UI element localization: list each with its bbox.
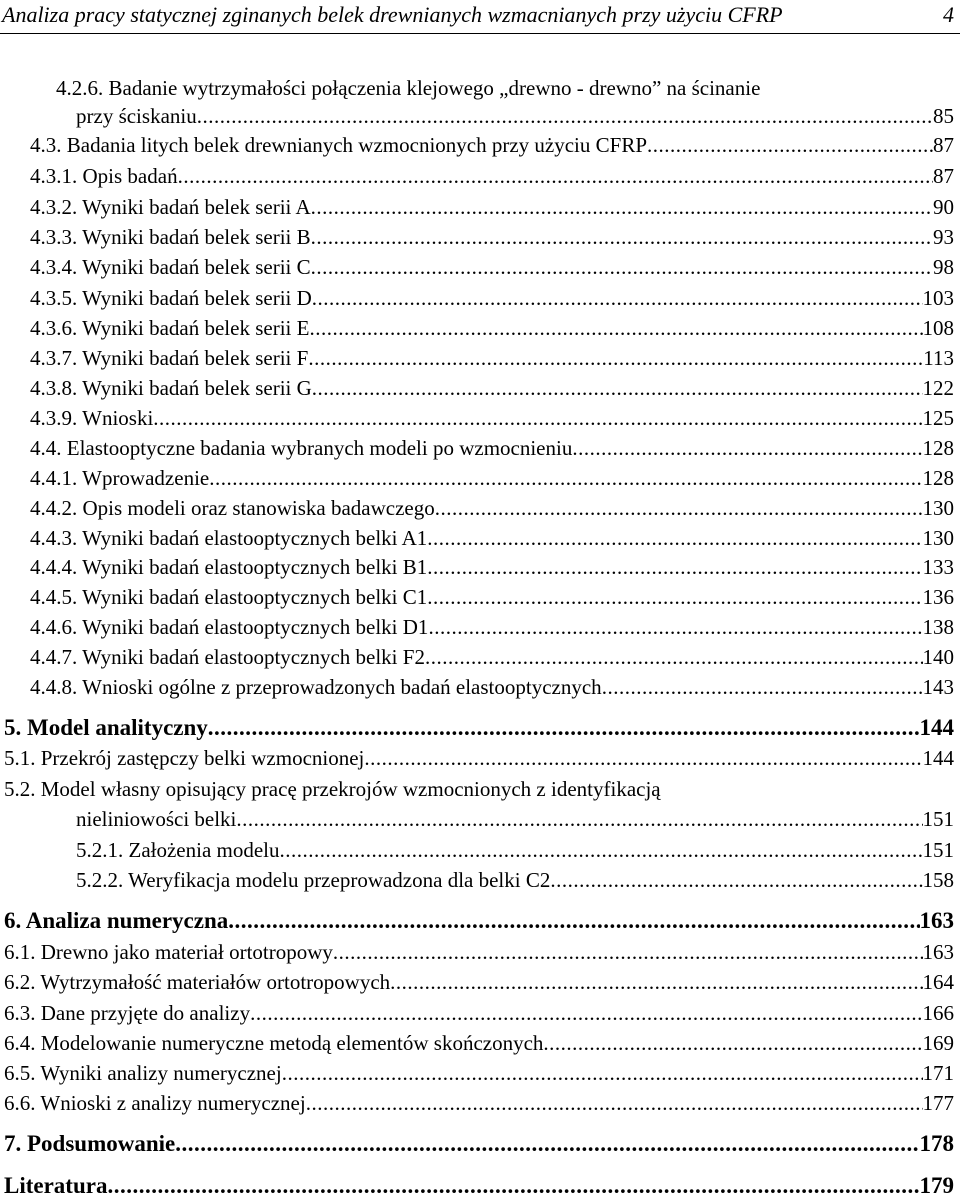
leader-dots [209,464,922,492]
toc-entry-label: nieliniowości belki [76,807,237,831]
toc-entry-label: 4.4.7. Wyniki badań elastooptycznych belki F2 [30,645,425,669]
toc-entry-page: 90 [933,195,954,219]
toc-entry-label: 5.2.1. Założenia modelu [76,838,280,862]
leader-dots [197,102,933,130]
toc-entry-label: przy ściskaniu [76,104,197,128]
toc-entry [4,1089,954,1117]
leader-dots [572,434,922,462]
toc-chapter-entry [4,1130,954,1158]
leader-dots [647,131,933,159]
toc-entry-label: 4.4.1. Wprowadzenie [30,466,210,490]
toc-entry-page: 143 [922,675,954,699]
toc-entry-label: 4.4.5. Wyniki badań elastooptycznych belki C1 [30,585,428,609]
toc-entry-page: 158 [922,868,954,892]
leader-dots [312,284,923,312]
toc-entry-page: 179 [919,1173,954,1198]
toc-entry [30,374,954,402]
toc-entry-page: 125 [922,406,954,430]
leader-dots [425,643,923,671]
toc-entry-page: 144 [922,746,954,770]
toc-chapter-entry [4,907,954,935]
toc-entry-label: 4.4.8. Wnioski ogólne z przeprowadzonych badań elastooptycznych [30,675,602,699]
toc-entry [4,1029,954,1057]
toc-entry-label: 4.4.4. Wyniki badań elastooptycznych belki B1 [30,555,428,579]
leader-dots [280,836,923,864]
leader-dots [364,744,922,772]
toc-entry-label: 6.1. Drewno jako materiał ortotropowy [4,940,333,964]
leader-dots [308,344,923,372]
leader-dots [107,1172,919,1200]
toc-entry-page: 87 [933,164,954,188]
toc-entry-label: 6. Analiza numeryczna [4,908,229,933]
toc-entry [30,404,954,432]
leader-dots [250,999,922,1027]
leader-dots [309,314,922,342]
toc-entry-page: 163 [919,908,954,933]
toc-entry [30,553,954,581]
toc-entry-page: 169 [922,1031,954,1055]
leader-dots [282,1059,923,1087]
toc-entry-page: 130 [922,496,954,520]
toc-chapter-entry [4,714,954,742]
toc-entry-label: 4.4.2. Opis modeli oraz stanowiska badawczego [30,496,435,520]
toc-entry [4,999,954,1027]
toc-entry [4,968,954,996]
toc-entry [30,524,954,552]
toc-entry-page: 178 [919,1131,954,1156]
toc-entry [30,464,954,492]
toc-entry-page: 93 [933,225,954,249]
toc-entry [30,223,954,251]
toc-entry-page: 177 [922,1091,954,1115]
leader-dots [427,583,922,611]
toc-entry-page: 136 [922,585,954,609]
toc-entry-label: 7. Podsumowanie [4,1131,176,1156]
toc-entry-label: 6.2. Wytrzymałość materiałów ortotropowych [4,970,391,994]
toc-entry [30,344,954,372]
toc-entry-page: 151 [922,807,954,831]
toc-entry [30,583,954,611]
toc-entry [30,314,954,342]
toc-entry [30,643,954,671]
leader-dots [208,714,920,742]
toc-entry-page: 98 [933,255,954,279]
toc-entry-page: 130 [922,526,954,550]
toc-entry [76,805,954,833]
toc-entry [30,434,954,462]
toc-entry-label: 4.3.3. Wyniki badań belek serii B [30,225,311,249]
toc-entry-label: 4.3.2. Wyniki badań belek serii A [30,195,311,219]
toc-entry-page: 163 [922,940,954,964]
leader-dots [333,938,923,966]
leader-dots [390,968,922,996]
toc-entry-label: 6.6. Wnioski z analizy numerycznej [4,1091,306,1115]
toc-entry-label: 5.2.2. Weryfikacja modelu przeprowadzona dla belki C2 [76,868,551,892]
toc-entry [30,253,954,281]
toc-entry-label: Literatura [4,1173,108,1198]
toc-entry [30,131,954,159]
leader-dots [178,162,933,190]
toc-entry-label: 4.4.6. Wyniki badań elastooptycznych belki D1 [30,615,429,639]
toc-entry-page: 113 [923,346,954,370]
leader-dots [236,805,922,833]
toc-entry-page: 108 [922,316,954,340]
toc-entry-page: 133 [922,555,954,579]
leader-dots [306,1089,923,1117]
toc-entry-page: 103 [922,286,954,310]
leader-dots [312,374,923,402]
leader-dots [550,866,922,894]
toc-entry [30,494,954,522]
toc-entry-page: 140 [922,645,954,669]
leader-dots [427,553,922,581]
toc-entry-page: 171 [922,1061,954,1085]
toc-entry-page: 166 [922,1001,954,1025]
toc-entry-label: 4.3.5. Wyniki badań belek serii D [30,286,312,310]
toc-entry-label: 4.3.1. Opis badań [30,164,178,188]
toc-entry-page: 128 [922,466,954,490]
toc-entry-label: 6.4. Modelowanie numeryczne metodą elementów skończonych [4,1031,544,1055]
toc-entry-label: 6.3. Dane przyjęte do analizy [4,1001,251,1025]
toc-entry [30,162,954,190]
toc-entry [4,744,954,772]
toc-entry [30,193,954,221]
toc-entry-page: 128 [922,436,954,460]
toc-entry-label: 4.4. Elastooptyczne badania wybranych modeli po wzmocnieniu [30,436,573,460]
toc-entry-page: 151 [922,838,954,862]
leader-dots [153,404,922,432]
toc-entry-label: 4.4.3. Wyniki badań elastooptycznych belki A1 [30,526,428,550]
toc-entry [76,866,954,894]
leader-dots [435,494,923,522]
leader-dots [428,613,922,641]
toc-entry [30,613,954,641]
leader-dots [228,907,919,935]
leader-dots [427,524,922,552]
toc-entry [76,102,954,130]
leader-dots [175,1130,919,1158]
toc-entry [30,284,954,312]
toc-entry-label: 4.3.7. Wyniki badań belek serii F [30,346,309,370]
toc-entry-5-2-line1: 5.2. Model własny opisujący pracę przekrojów wzmocnionych z identyfikacją [4,777,661,801]
toc-entry [4,1059,954,1087]
leader-dots [602,673,923,701]
toc-entry-label: 6.5. Wyniki analizy numerycznej [4,1061,282,1085]
toc-entry-page: 138 [922,615,954,639]
leader-dots [311,223,933,251]
toc-entry-label: 4.3.9. Wnioski [30,406,154,430]
leader-dots [311,193,933,221]
running-header-title: Analiza pracy statycznej zginanych belek drewnianych wzmacnianych przy użyciu CFRP [2,2,783,27]
toc-entry-label: 5.1. Przekrój zastępczy belki wzmocnionej [4,746,365,770]
toc-entry-label: 4.3.8. Wyniki badań belek serii G [30,376,312,400]
leader-dots [311,253,933,281]
toc-entry-label: 4.3.6. Wyniki badań belek serii E [30,316,310,340]
toc-chapter-entry [4,1172,954,1200]
toc-entry-label: 4.3.4. Wyniki badań belek serii C [30,255,311,279]
leader-dots [543,1029,922,1057]
toc-entry-label: 4.3. Badania litych belek drewnianych wzmocnionych przy użyciu CFRP [30,133,648,157]
toc-entry [30,673,954,701]
toc-entry-page: 122 [922,376,954,400]
toc-entry-4-2-6-line1: 4.2.6. Badanie wytrzymałości połączenia klejowego „drewno - drewno” na ścinanie [56,76,761,100]
running-header-page-number: 4 [943,2,954,27]
toc-entry-page: 144 [919,715,954,740]
toc-entry-page: 85 [933,104,954,128]
toc-entry-label: 5. Model analityczny [4,715,208,740]
toc-entry [4,938,954,966]
toc-entry [76,836,954,864]
toc-entry-page: 164 [922,970,954,994]
toc-entry-page: 87 [933,133,954,157]
